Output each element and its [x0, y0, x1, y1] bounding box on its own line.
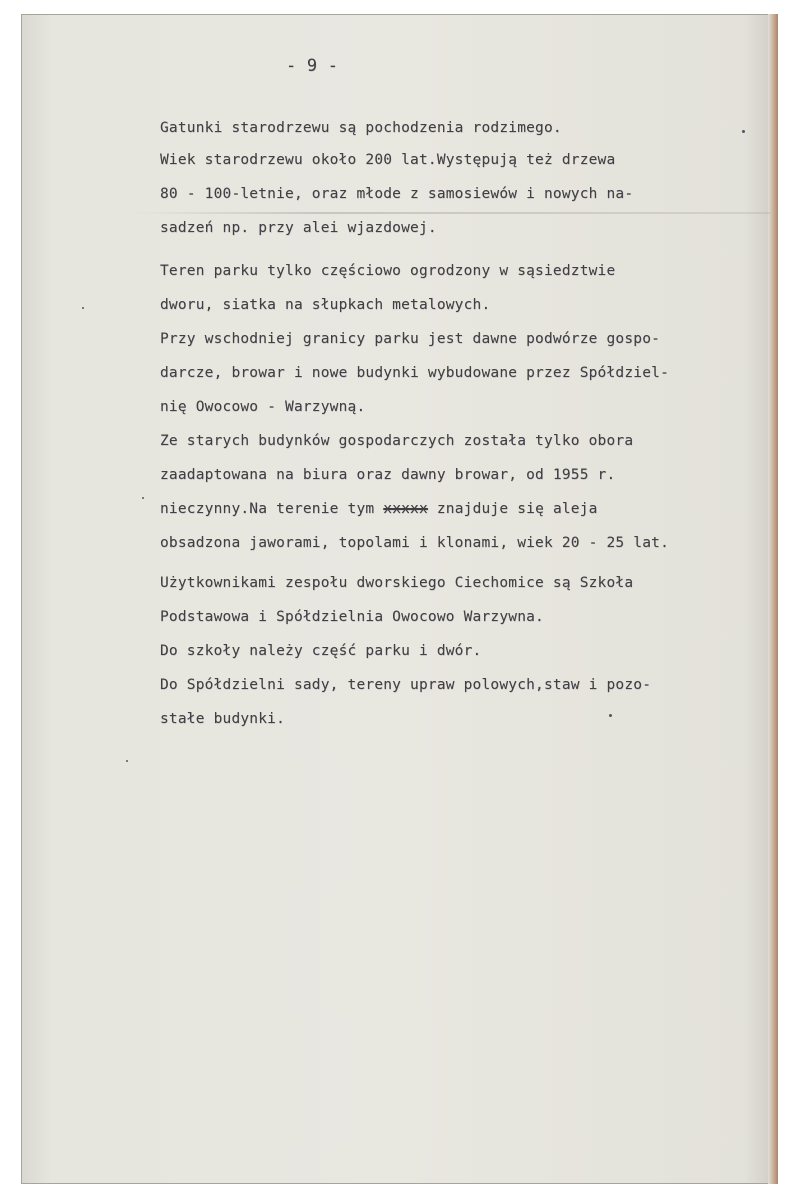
text-line: Teren parku tylko częściowo ogrodzony w sąsiedztwie — [160, 263, 616, 279]
text-line: zaadaptowana na biura oraz dawny browar, od 1955 r. — [160, 467, 616, 483]
text-line: Podstawowa i Spółdzielnia Owocowo Warzywna. — [160, 609, 544, 625]
text-line: sadzeń np. przy alei wjazdowej. — [160, 220, 437, 236]
text-line: Gatunki starodrzewu są pochodzenia rodzimego. — [160, 120, 562, 136]
paragraph-1 — [160, 111, 633, 245]
text-line-with-strikeout — [160, 492, 669, 526]
paper-speck — [82, 307, 84, 309]
page-right-edge — [768, 14, 778, 1184]
text-line: Wiek starodrzewu około 200 lat.Występują też drzewa — [160, 152, 616, 168]
text-line: Przy wschodniej granicy parku jest dawne podwórze gospo- — [160, 331, 661, 347]
paper-speck — [142, 497, 144, 499]
paragraph-3 — [160, 566, 651, 736]
text-line: stałe budynki. — [160, 711, 286, 727]
text-line: Użytkownikami zespołu dworskiego Ciechomice są Szkoła — [160, 575, 634, 591]
page-number: - 9 - — [286, 56, 339, 76]
paper-speck — [126, 760, 128, 762]
text-line: 80 - 100-letnie, oraz młode z samosiewów i nowych na- — [160, 186, 634, 202]
text-line: nię Owocowo - Warzywną. — [160, 399, 366, 415]
text-line: darcze, browar i nowe budynki wybudowane przez Spółdziel- — [160, 365, 669, 381]
text-line: Ze starych budynków gospodarczych została tylko obora — [160, 433, 634, 449]
text-line: Do Spółdzielni sady, tereny upraw polowych,staw i pozo- — [160, 677, 652, 693]
paragraph-2 — [160, 254, 669, 560]
paper-speck — [609, 714, 612, 717]
text-segment: znajduje się aleja — [436, 501, 598, 517]
text-line: obsadzona jaworami, topolami i klonami, wiek 20 - 25 lat. — [160, 535, 669, 551]
text-line: Do szkoły należy część parku i dwór. — [160, 643, 482, 659]
paper-speck — [742, 130, 745, 133]
text-segment: nieczynny.Na terenie tym — [160, 501, 375, 517]
text-line: dworu, siatka na słupkach metalowych. — [160, 297, 491, 313]
struck-out-text: xxxxx — [383, 501, 428, 517]
